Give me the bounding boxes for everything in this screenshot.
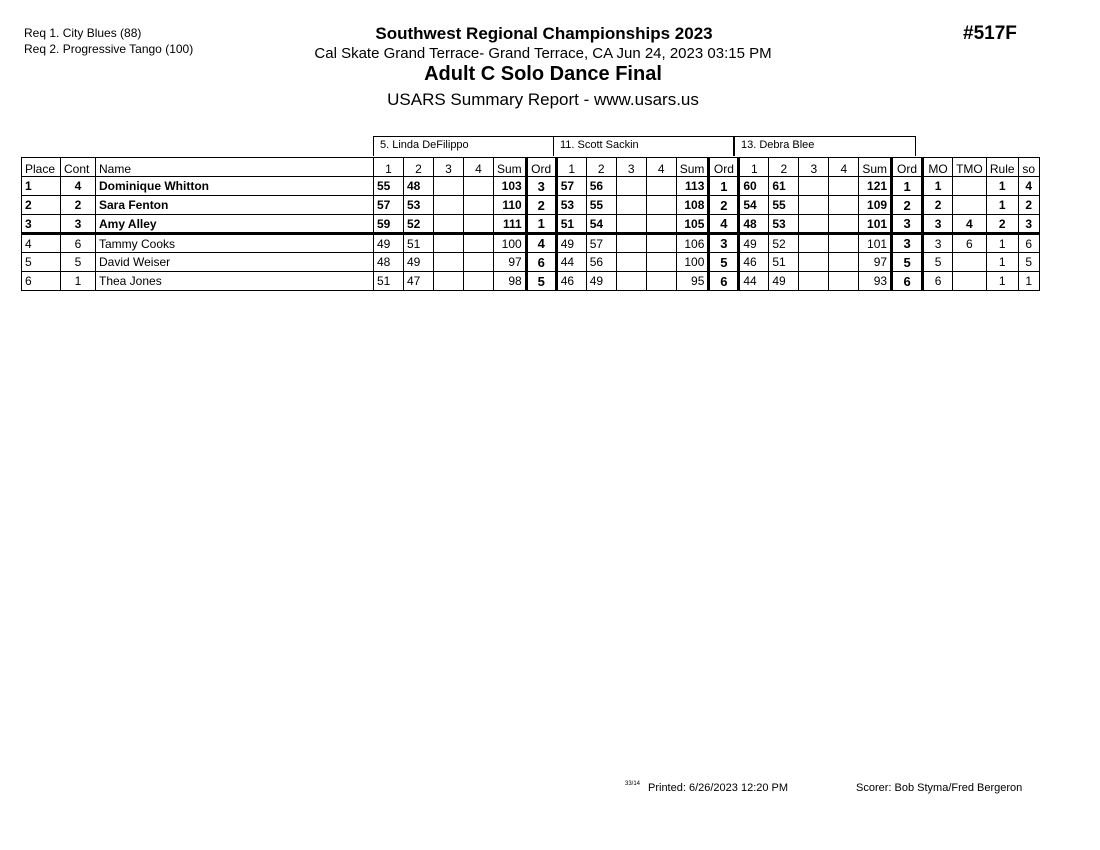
col-j1-3: 3	[434, 158, 464, 177]
rule-cell: 2	[986, 215, 1018, 234]
rule-cell: 1	[986, 196, 1018, 215]
cont-cell: 5	[61, 253, 96, 272]
score-cell: 49	[586, 272, 616, 291]
sum-cell: 108	[676, 196, 709, 215]
score-cell	[646, 177, 676, 196]
col-so: so	[1018, 158, 1039, 177]
sum-cell: 111	[494, 215, 527, 234]
so-cell: 4	[1018, 177, 1039, 196]
col-j2-sum: Sum	[676, 158, 709, 177]
score-cell: 51	[404, 234, 434, 253]
header-row	[22, 158, 1040, 177]
ordinal-cell: 5	[526, 272, 556, 291]
score-cell: 52	[404, 215, 434, 234]
mo-cell: 2	[923, 196, 953, 215]
ordinal-cell: 4	[526, 234, 556, 253]
sum-cell: 95	[676, 272, 709, 291]
score-cell	[464, 272, 494, 291]
score-cell	[464, 253, 494, 272]
score-cell: 60	[739, 177, 769, 196]
table-row	[22, 215, 1040, 234]
score-cell: 54	[586, 215, 616, 234]
sum-cell: 109	[859, 196, 892, 215]
score-cell: 47	[404, 272, 434, 291]
score-cell	[799, 215, 829, 234]
score-cell: 51	[374, 272, 404, 291]
col-tmo: TMO	[953, 158, 987, 177]
rule-cell: 1	[986, 234, 1018, 253]
score-cell	[616, 177, 646, 196]
competition-title: Southwest Regional Championships 2023	[375, 24, 713, 43]
ordinal-cell: 3	[526, 177, 556, 196]
col-j1-ord: Ord	[526, 158, 556, 177]
name-cell: Sara Fenton	[96, 196, 374, 215]
ordinal-cell: 1	[892, 177, 923, 196]
ordinal-cell: 2	[709, 196, 739, 215]
sum-cell: 100	[494, 234, 527, 253]
ordinal-cell: 2	[526, 196, 556, 215]
tmo-cell	[953, 196, 987, 215]
event-number: #517F	[963, 23, 1017, 44]
score-cell: 59	[374, 215, 404, 234]
name-cell: Dominique Whitton	[96, 177, 374, 196]
score-cell: 57	[556, 177, 586, 196]
score-cell	[829, 234, 859, 253]
tmo-cell: 6	[953, 234, 987, 253]
rule-cell: 1	[986, 272, 1018, 291]
results-table	[21, 157, 1040, 291]
score-cell: 46	[739, 253, 769, 272]
score-cell: 49	[404, 253, 434, 272]
score-cell	[799, 196, 829, 215]
col-j3-3: 3	[799, 158, 829, 177]
score-cell	[464, 234, 494, 253]
col-j2-2: 2	[586, 158, 616, 177]
place-cell: 5	[22, 253, 61, 272]
score-cell: 49	[739, 234, 769, 253]
score-cell	[829, 177, 859, 196]
ordinal-cell: 1	[709, 177, 739, 196]
ordinal-cell: 3	[892, 234, 923, 253]
score-cell: 44	[739, 272, 769, 291]
sum-cell: 97	[859, 253, 892, 272]
ordinal-cell: 5	[709, 253, 739, 272]
col-j1-sum: Sum	[494, 158, 527, 177]
so-cell: 3	[1018, 215, 1039, 234]
ordinal-cell: 5	[892, 253, 923, 272]
col-j2-3: 3	[616, 158, 646, 177]
score-cell	[434, 177, 464, 196]
so-cell: 6	[1018, 234, 1039, 253]
cont-cell: 2	[61, 196, 96, 215]
score-cell: 49	[769, 272, 799, 291]
judge-header-2: 11. Scott Sackin	[553, 136, 734, 156]
col-j3-4: 4	[829, 158, 859, 177]
sum-cell: 113	[676, 177, 709, 196]
score-cell: 57	[586, 234, 616, 253]
score-cell: 57	[374, 196, 404, 215]
score-cell: 44	[556, 253, 586, 272]
table-row	[22, 253, 1040, 272]
score-cell	[799, 253, 829, 272]
score-cell: 48	[374, 253, 404, 272]
score-cell	[829, 196, 859, 215]
score-cell	[799, 272, 829, 291]
mo-cell: 3	[923, 234, 953, 253]
so-cell: 5	[1018, 253, 1039, 272]
score-cell	[464, 215, 494, 234]
col-j3-sum: Sum	[859, 158, 892, 177]
score-cell	[616, 272, 646, 291]
score-cell: 53	[556, 196, 586, 215]
place-cell: 6	[22, 272, 61, 291]
ordinal-cell: 6	[526, 253, 556, 272]
col-name: Name	[96, 158, 374, 177]
requirement-1: Req 1. City Blues (88)	[24, 26, 142, 40]
sum-cell: 110	[494, 196, 527, 215]
score-cell	[434, 272, 464, 291]
score-cell	[434, 234, 464, 253]
score-cell: 52	[769, 234, 799, 253]
judge-header-3: 13. Debra Blee	[734, 136, 916, 156]
ordinal-cell: 2	[892, 196, 923, 215]
score-cell	[616, 253, 646, 272]
score-cell: 55	[586, 196, 616, 215]
score-cell: 56	[586, 177, 616, 196]
col-j1-2: 2	[404, 158, 434, 177]
score-cell	[434, 215, 464, 234]
printed-date: Printed: 6/26/2023 12:20 PM	[648, 782, 789, 794]
cont-cell: 4	[61, 177, 96, 196]
mo-cell: 6	[923, 272, 953, 291]
cont-cell: 6	[61, 234, 96, 253]
col-j2-ord: Ord	[709, 158, 739, 177]
score-cell: 46	[556, 272, 586, 291]
table-row	[22, 177, 1040, 196]
sum-cell: 101	[859, 215, 892, 234]
score-cell	[829, 215, 859, 234]
score-cell: 61	[769, 177, 799, 196]
ordinal-cell: 6	[709, 272, 739, 291]
cont-cell: 1	[61, 272, 96, 291]
ordinal-cell: 3	[892, 215, 923, 234]
score-cell	[646, 234, 676, 253]
sum-cell: 93	[859, 272, 892, 291]
sum-cell: 121	[859, 177, 892, 196]
col-rule: Rule	[986, 158, 1018, 177]
score-cell	[616, 196, 646, 215]
judge-header-1: 5. Linda DeFilippo	[373, 136, 554, 156]
sum-cell: 100	[676, 253, 709, 272]
table-row	[22, 196, 1040, 215]
score-cell: 54	[739, 196, 769, 215]
col-j1-1: 1	[374, 158, 404, 177]
col-cont: Cont	[61, 158, 96, 177]
sum-cell: 106	[676, 234, 709, 253]
col-place: Place	[22, 158, 61, 177]
tmo-cell	[953, 177, 987, 196]
col-j1-4: 4	[464, 158, 494, 177]
col-j3-2: 2	[769, 158, 799, 177]
sum-cell: 103	[494, 177, 527, 196]
ordinal-cell: 3	[709, 234, 739, 253]
score-cell	[646, 215, 676, 234]
score-cell	[646, 253, 676, 272]
col-mo: MO	[923, 158, 953, 177]
report-name: USARS Summary Report - www.usars.us	[387, 90, 699, 109]
tmo-cell	[953, 272, 987, 291]
table-row	[22, 234, 1040, 253]
mo-cell: 5	[923, 253, 953, 272]
score-cell: 51	[769, 253, 799, 272]
sum-cell: 97	[494, 253, 527, 272]
so-cell: 1	[1018, 272, 1039, 291]
sum-cell: 98	[494, 272, 527, 291]
table-row	[22, 272, 1040, 291]
rule-cell: 1	[986, 253, 1018, 272]
place-cell: 2	[22, 196, 61, 215]
event-name: Adult C Solo Dance Final	[424, 63, 662, 85]
rule-cell: 1	[986, 177, 1018, 196]
cont-cell: 3	[61, 215, 96, 234]
score-cell: 51	[556, 215, 586, 234]
place-cell: 4	[22, 234, 61, 253]
score-cell: 53	[769, 215, 799, 234]
score-cell	[616, 215, 646, 234]
ordinal-cell: 1	[526, 215, 556, 234]
venue-date: Cal Skate Grand Terrace- Grand Terrace, CA Jun 24, 2023 03:15 PM	[314, 45, 772, 62]
score-cell	[829, 272, 859, 291]
name-cell: David Weiser	[96, 253, 374, 272]
name-cell: Amy Alley	[96, 215, 374, 234]
scorer-names: Scorer: Bob Styma/Fred Bergeron	[856, 782, 1023, 794]
score-cell: 55	[374, 177, 404, 196]
score-cell	[799, 177, 829, 196]
score-cell	[646, 272, 676, 291]
score-cell	[616, 234, 646, 253]
requirement-2: Req 2. Progressive Tango (100)	[24, 42, 194, 56]
score-cell	[464, 196, 494, 215]
score-cell	[434, 196, 464, 215]
sum-cell: 101	[859, 234, 892, 253]
mo-cell: 1	[923, 177, 953, 196]
score-cell: 55	[769, 196, 799, 215]
mo-cell: 3	[923, 215, 953, 234]
ordinal-cell: 6	[892, 272, 923, 291]
score-cell	[799, 234, 829, 253]
col-j2-1: 1	[556, 158, 586, 177]
score-cell: 49	[556, 234, 586, 253]
score-cell	[464, 177, 494, 196]
place-cell: 3	[22, 215, 61, 234]
score-cell: 49	[374, 234, 404, 253]
score-cell: 48	[404, 177, 434, 196]
score-cell	[829, 253, 859, 272]
footer-codes: 33/14	[625, 781, 641, 787]
score-cell: 56	[586, 253, 616, 272]
ordinal-cell: 4	[709, 215, 739, 234]
col-j2-4: 4	[646, 158, 676, 177]
col-j3-1: 1	[739, 158, 769, 177]
tmo-cell: 4	[953, 215, 987, 234]
sum-cell: 105	[676, 215, 709, 234]
score-cell	[646, 196, 676, 215]
so-cell: 2	[1018, 196, 1039, 215]
name-cell: Thea Jones	[96, 272, 374, 291]
score-cell: 53	[404, 196, 434, 215]
place-cell: 1	[22, 177, 61, 196]
score-cell: 48	[739, 215, 769, 234]
tmo-cell	[953, 253, 987, 272]
col-j3-ord: Ord	[892, 158, 923, 177]
score-cell	[434, 253, 464, 272]
name-cell: Tammy Cooks	[96, 234, 374, 253]
